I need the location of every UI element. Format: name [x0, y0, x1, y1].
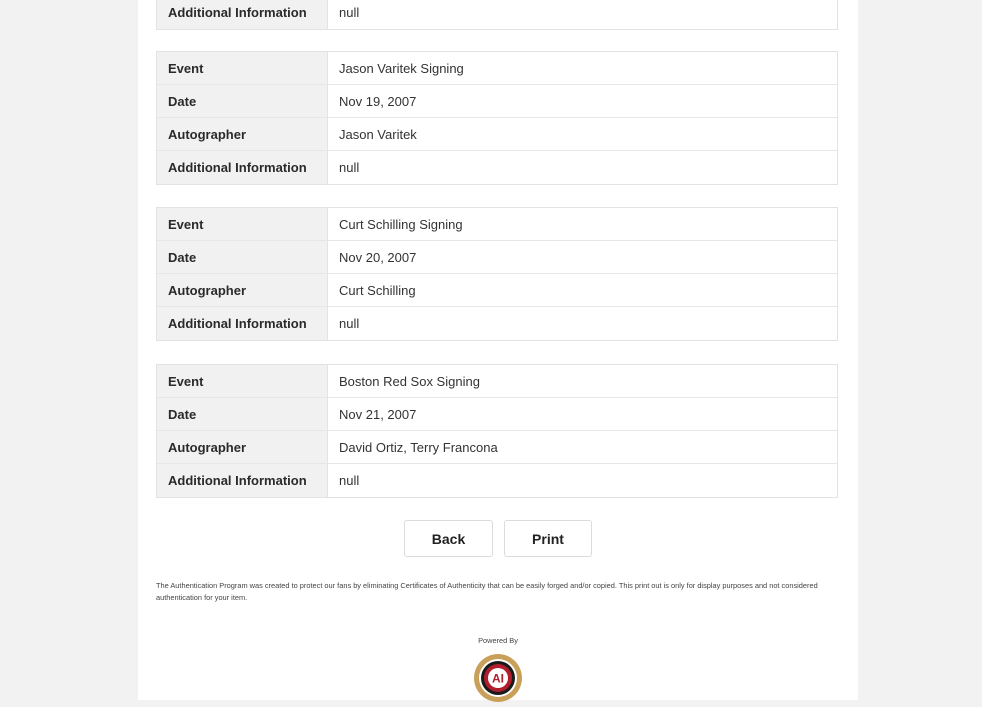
row-label: Autographer	[157, 274, 328, 306]
table-row	[157, 274, 837, 307]
row-label: Date	[157, 85, 328, 117]
row-label: Additional Information	[157, 0, 328, 29]
row-value: Nov 21, 2007	[339, 406, 417, 422]
table-row	[157, 0, 837, 29]
row-label: Autographer	[157, 118, 328, 150]
table-row	[157, 52, 837, 85]
table-row	[157, 241, 837, 274]
back-button[interactable]: Back	[404, 520, 493, 557]
row-label: Date	[157, 241, 328, 273]
row-label: Event	[157, 365, 328, 397]
row-label: Date	[157, 398, 328, 430]
table-row	[157, 151, 837, 184]
row-value: Nov 20, 2007	[339, 249, 417, 265]
table-row	[157, 365, 837, 398]
table-row	[157, 208, 837, 241]
authentication-details-panel	[138, 0, 858, 700]
row-value: Jason Varitek Signing	[339, 60, 464, 76]
authentication-table	[156, 0, 838, 30]
authentication-seal-icon[interactable]	[474, 654, 522, 702]
row-value: null	[339, 160, 360, 175]
row-label: Autographer	[157, 431, 328, 463]
authentication-table	[156, 207, 838, 341]
print-button[interactable]: Print	[504, 520, 592, 557]
disclaimer-text: The Authentication Program was created to protect our fans by eliminating Certificates of Authenticity that can be easily forged and/or copied. This print out is only for display purposes and not considered authentication for your item.	[156, 581, 818, 602]
table-row	[157, 431, 837, 464]
authentication-table	[156, 51, 838, 185]
row-value: Jason Varitek	[339, 126, 417, 142]
row-value: Curt Schilling	[339, 282, 416, 298]
row-value: Nov 19, 2007	[339, 93, 417, 109]
row-label: Additional Information	[157, 151, 328, 184]
row-value: null	[339, 316, 360, 331]
row-value: David Ortiz, Terry Francona	[339, 439, 498, 455]
row-label: Additional Information	[157, 307, 328, 340]
seal-graphic	[474, 654, 522, 702]
table-row	[157, 85, 837, 118]
seal-text: AI	[492, 671, 504, 686]
table-row	[157, 398, 837, 431]
authentication-table	[156, 364, 838, 498]
row-value: null	[339, 5, 360, 20]
row-value: Boston Red Sox Signing	[339, 373, 480, 389]
row-value: null	[339, 473, 360, 488]
table-row	[157, 307, 837, 340]
table-row	[157, 118, 837, 151]
row-label: Event	[157, 208, 328, 240]
powered-by-label: Powered By	[478, 636, 518, 645]
row-label: Event	[157, 52, 328, 84]
row-label: Additional Information	[157, 464, 328, 497]
row-value: Curt Schilling Signing	[339, 216, 463, 232]
table-row	[157, 464, 837, 497]
